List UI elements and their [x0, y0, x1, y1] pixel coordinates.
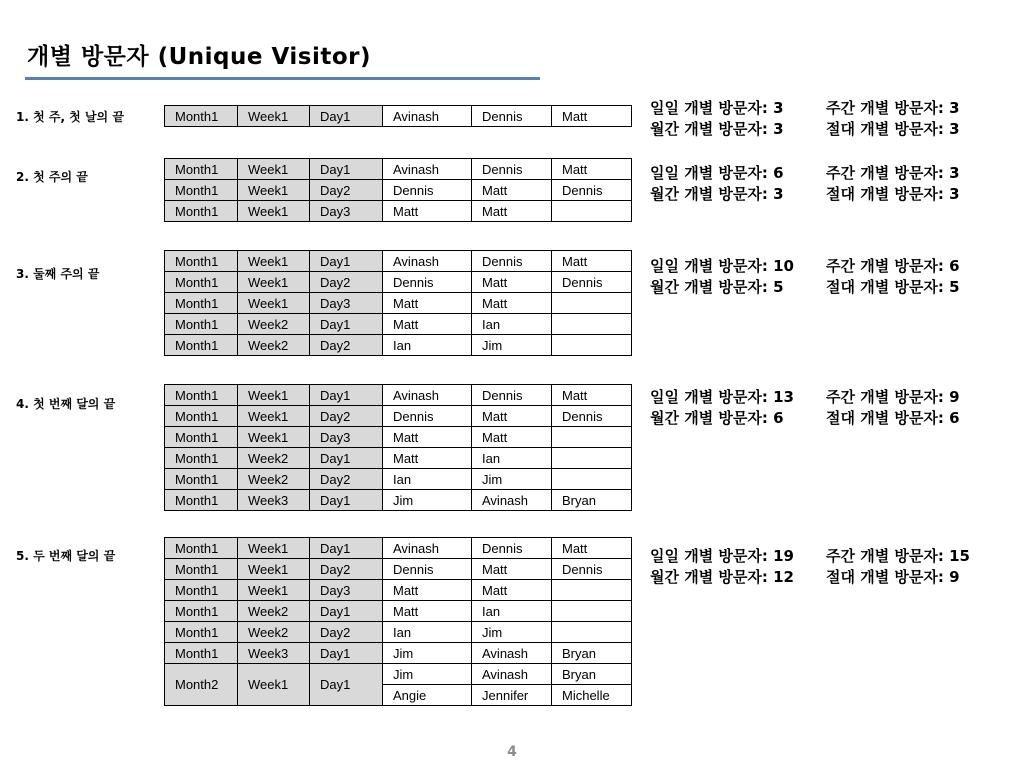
- visitor-3-cell: [552, 427, 632, 448]
- week-cell: Week1: [238, 201, 310, 222]
- month-cell: Month2: [165, 664, 238, 706]
- day-cell: Day1: [310, 314, 383, 335]
- month-cell: Month1: [165, 159, 238, 180]
- visitor-1-cell: Avinash: [383, 385, 472, 406]
- month-cell: Month1: [165, 314, 238, 335]
- week-cell: Week1: [238, 580, 310, 601]
- month-cell: Month1: [165, 106, 238, 127]
- visitor-2-cell: Matt: [472, 201, 552, 222]
- visit-table-3: [164, 250, 632, 356]
- day-cell: Day1: [310, 159, 383, 180]
- day-cell: Day2: [310, 335, 383, 356]
- week-cell: Week1: [238, 406, 310, 427]
- visitor-2-cell: Jim: [472, 469, 552, 490]
- daily-unique-visitors: 일일 개별 방문자: 13: [650, 388, 794, 406]
- visitor-1-cell: Angie: [383, 685, 472, 706]
- section-4-label: 4. 첫 번째 달의 끝: [16, 397, 116, 411]
- page-number: 4: [507, 744, 517, 760]
- day-cell: Day1: [310, 601, 383, 622]
- visitor-1-cell: Ian: [383, 469, 472, 490]
- title-underline: [25, 77, 540, 80]
- visitor-1-cell: Avinash: [383, 106, 472, 127]
- visitor-2-cell: Jim: [472, 622, 552, 643]
- monthly-unique-visitors: 월간 개별 방문자: 12: [650, 568, 794, 586]
- visitor-2-cell: Matt: [472, 293, 552, 314]
- month-cell: Month1: [165, 622, 238, 643]
- week-cell: Week2: [238, 622, 310, 643]
- stats-3: [650, 256, 960, 298]
- visitor-1-cell: Dennis: [383, 559, 472, 580]
- table-row: [165, 180, 632, 201]
- day-cell: Day2: [310, 622, 383, 643]
- month-cell: Month1: [165, 293, 238, 314]
- visitor-1-cell: Avinash: [383, 538, 472, 559]
- visitor-2-cell: Ian: [472, 601, 552, 622]
- visit-table-4: [164, 384, 632, 511]
- table-row: [165, 293, 632, 314]
- table-row: [165, 643, 632, 664]
- visitor-3-cell: [552, 201, 632, 222]
- day-cell: Day3: [310, 293, 383, 314]
- visitor-2-cell: Matt: [472, 180, 552, 201]
- table-row: [165, 580, 632, 601]
- visitor-2-cell: Matt: [472, 559, 552, 580]
- visitor-3-cell: Matt: [552, 159, 632, 180]
- monthly-unique-visitors: 월간 개별 방문자: 6: [650, 409, 784, 427]
- daily-unique-visitors: 일일 개별 방문자: 10: [650, 257, 794, 275]
- day-cell: Day2: [310, 559, 383, 580]
- table-row: [165, 159, 632, 180]
- day-cell: Day1: [310, 664, 383, 706]
- visitor-3-cell: [552, 601, 632, 622]
- visit-table-1: [164, 105, 632, 127]
- day-cell: Day1: [310, 448, 383, 469]
- month-cell: Month1: [165, 201, 238, 222]
- daily-unique-visitors: 일일 개별 방문자: 3: [650, 99, 784, 117]
- visitor-1-cell: Avinash: [383, 159, 472, 180]
- table-row: [165, 538, 632, 559]
- visitor-2-cell: Dennis: [472, 538, 552, 559]
- daily-unique-visitors: 일일 개별 방문자: 19: [650, 547, 794, 565]
- section-5-label: 5. 두 번째 달의 끝: [16, 549, 116, 563]
- visitor-3-cell: [552, 622, 632, 643]
- visitor-2-cell: Avinash: [472, 643, 552, 664]
- table-row: [165, 406, 632, 427]
- visitor-2-cell: Jim: [472, 335, 552, 356]
- visitor-1-cell: Matt: [383, 314, 472, 335]
- week-cell: Week3: [238, 490, 310, 511]
- month-cell: Month1: [165, 559, 238, 580]
- visitor-1-cell: Ian: [383, 622, 472, 643]
- section-1-label: 1. 첫 주, 첫 날의 끝: [16, 110, 124, 124]
- absolute-unique-visitors: 절대 개별 방문자: 3: [826, 185, 960, 203]
- day-cell: Day1: [310, 106, 383, 127]
- table-row: [165, 664, 632, 685]
- visit-table-2: [164, 158, 632, 222]
- table-row: [165, 251, 632, 272]
- stats-1: [650, 98, 960, 140]
- visitor-1-cell: Dennis: [383, 180, 472, 201]
- visitor-1-cell: Matt: [383, 427, 472, 448]
- monthly-unique-visitors: 월간 개별 방문자: 5: [650, 278, 784, 296]
- visitor-1-cell: Matt: [383, 601, 472, 622]
- visitor-3-cell: Dennis: [552, 272, 632, 293]
- visitor-1-cell: Jim: [383, 643, 472, 664]
- monthly-unique-visitors: 월간 개별 방문자: 3: [650, 185, 784, 203]
- visitor-3-cell: Matt: [552, 251, 632, 272]
- absolute-unique-visitors: 절대 개별 방문자: 6: [826, 409, 960, 427]
- day-cell: Day3: [310, 427, 383, 448]
- day-cell: Day2: [310, 272, 383, 293]
- visitor-3-cell: [552, 314, 632, 335]
- week-cell: Week2: [238, 335, 310, 356]
- day-cell: Day2: [310, 406, 383, 427]
- visitor-3-cell: [552, 469, 632, 490]
- visitor-2-cell: Matt: [472, 406, 552, 427]
- table-row: [165, 622, 632, 643]
- visitor-3-cell: Dennis: [552, 180, 632, 201]
- week-cell: Week1: [238, 664, 310, 706]
- visitor-3-cell: Matt: [552, 538, 632, 559]
- month-cell: Month1: [165, 490, 238, 511]
- week-cell: Week1: [238, 559, 310, 580]
- table-row: [165, 335, 632, 356]
- absolute-unique-visitors: 절대 개별 방문자: 5: [826, 278, 960, 296]
- table-row: [165, 106, 632, 127]
- day-cell: Day2: [310, 180, 383, 201]
- visitor-1-cell: Matt: [383, 201, 472, 222]
- visitor-3-cell: [552, 335, 632, 356]
- weekly-unique-visitors: 주간 개별 방문자: 6: [826, 257, 960, 275]
- visitor-1-cell: Matt: [383, 580, 472, 601]
- month-cell: Month1: [165, 427, 238, 448]
- day-cell: Day2: [310, 469, 383, 490]
- visitor-2-cell: Matt: [472, 272, 552, 293]
- week-cell: Week1: [238, 538, 310, 559]
- week-cell: Week2: [238, 448, 310, 469]
- day-cell: Day3: [310, 580, 383, 601]
- visitor-1-cell: Dennis: [383, 272, 472, 293]
- month-cell: Month1: [165, 180, 238, 201]
- stats-5: [650, 546, 970, 588]
- visit-table-5: [164, 537, 632, 706]
- visitor-3-cell: Michelle: [552, 685, 632, 706]
- daily-unique-visitors: 일일 개별 방문자: 6: [650, 164, 784, 182]
- visitor-2-cell: Dennis: [472, 159, 552, 180]
- table-row: [165, 490, 632, 511]
- day-cell: Day1: [310, 538, 383, 559]
- visitor-3-cell: Bryan: [552, 490, 632, 511]
- visitor-1-cell: Jim: [383, 664, 472, 685]
- visitor-1-cell: Dennis: [383, 406, 472, 427]
- visitor-2-cell: Dennis: [472, 251, 552, 272]
- visitor-1-cell: Jim: [383, 490, 472, 511]
- monthly-unique-visitors: 월간 개별 방문자: 3: [650, 120, 784, 138]
- table-row: [165, 385, 632, 406]
- visitor-1-cell: Ian: [383, 335, 472, 356]
- week-cell: Week1: [238, 180, 310, 201]
- stats-2: [650, 163, 960, 205]
- month-cell: Month1: [165, 251, 238, 272]
- month-cell: Month1: [165, 643, 238, 664]
- visitor-3-cell: Dennis: [552, 559, 632, 580]
- table-row: [165, 469, 632, 490]
- month-cell: Month1: [165, 272, 238, 293]
- month-cell: Month1: [165, 469, 238, 490]
- weekly-unique-visitors: 주간 개별 방문자: 15: [826, 547, 970, 565]
- visitor-3-cell: [552, 580, 632, 601]
- day-cell: Day1: [310, 490, 383, 511]
- visitor-1-cell: Avinash: [383, 251, 472, 272]
- table-row: [165, 427, 632, 448]
- table-row: [165, 559, 632, 580]
- visitor-2-cell: Matt: [472, 580, 552, 601]
- week-cell: Week2: [238, 469, 310, 490]
- visitor-2-cell: Ian: [472, 314, 552, 335]
- week-cell: Week3: [238, 643, 310, 664]
- day-cell: Day1: [310, 251, 383, 272]
- visitor-2-cell: Ian: [472, 448, 552, 469]
- weekly-unique-visitors: 주간 개별 방문자: 3: [826, 164, 960, 182]
- visitor-2-cell: Matt: [472, 427, 552, 448]
- month-cell: Month1: [165, 385, 238, 406]
- visitor-3-cell: Matt: [552, 385, 632, 406]
- month-cell: Month1: [165, 406, 238, 427]
- visitor-2-cell: Dennis: [472, 385, 552, 406]
- visitor-3-cell: Matt: [552, 106, 632, 127]
- visitor-3-cell: Bryan: [552, 643, 632, 664]
- week-cell: Week1: [238, 427, 310, 448]
- month-cell: Month1: [165, 335, 238, 356]
- absolute-unique-visitors: 절대 개별 방문자: 3: [826, 120, 960, 138]
- section-2-label: 2. 첫 주의 끝: [16, 170, 88, 184]
- month-cell: Month1: [165, 601, 238, 622]
- visitor-3-cell: [552, 293, 632, 314]
- week-cell: Week2: [238, 314, 310, 335]
- week-cell: Week2: [238, 601, 310, 622]
- weekly-unique-visitors: 주간 개별 방문자: 9: [826, 388, 960, 406]
- slide-title: 개별 방문자 (Unique Visitor): [27, 44, 371, 70]
- table-row: [165, 272, 632, 293]
- week-cell: Week1: [238, 385, 310, 406]
- visitor-1-cell: Matt: [383, 448, 472, 469]
- month-cell: Month1: [165, 538, 238, 559]
- absolute-unique-visitors: 절대 개별 방문자: 9: [826, 568, 960, 586]
- section-3-label: 3. 둘째 주의 끝: [16, 267, 100, 281]
- week-cell: Week1: [238, 159, 310, 180]
- day-cell: Day1: [310, 385, 383, 406]
- month-cell: Month1: [165, 580, 238, 601]
- week-cell: Week1: [238, 272, 310, 293]
- week-cell: Week1: [238, 293, 310, 314]
- visitor-2-cell: Jennifer: [472, 685, 552, 706]
- visitor-2-cell: Avinash: [472, 664, 552, 685]
- table-row: [165, 448, 632, 469]
- day-cell: Day3: [310, 201, 383, 222]
- stats-4: [650, 387, 960, 429]
- week-cell: Week1: [238, 106, 310, 127]
- month-cell: Month1: [165, 448, 238, 469]
- visitor-2-cell: Dennis: [472, 106, 552, 127]
- week-cell: Week1: [238, 251, 310, 272]
- table-row: [165, 601, 632, 622]
- visitor-3-cell: Dennis: [552, 406, 632, 427]
- weekly-unique-visitors: 주간 개별 방문자: 3: [826, 99, 960, 117]
- table-row: [165, 314, 632, 335]
- visitor-3-cell: Bryan: [552, 664, 632, 685]
- table-row: [165, 201, 632, 222]
- visitor-2-cell: Avinash: [472, 490, 552, 511]
- visitor-1-cell: Matt: [383, 293, 472, 314]
- visitor-3-cell: [552, 448, 632, 469]
- day-cell: Day1: [310, 643, 383, 664]
